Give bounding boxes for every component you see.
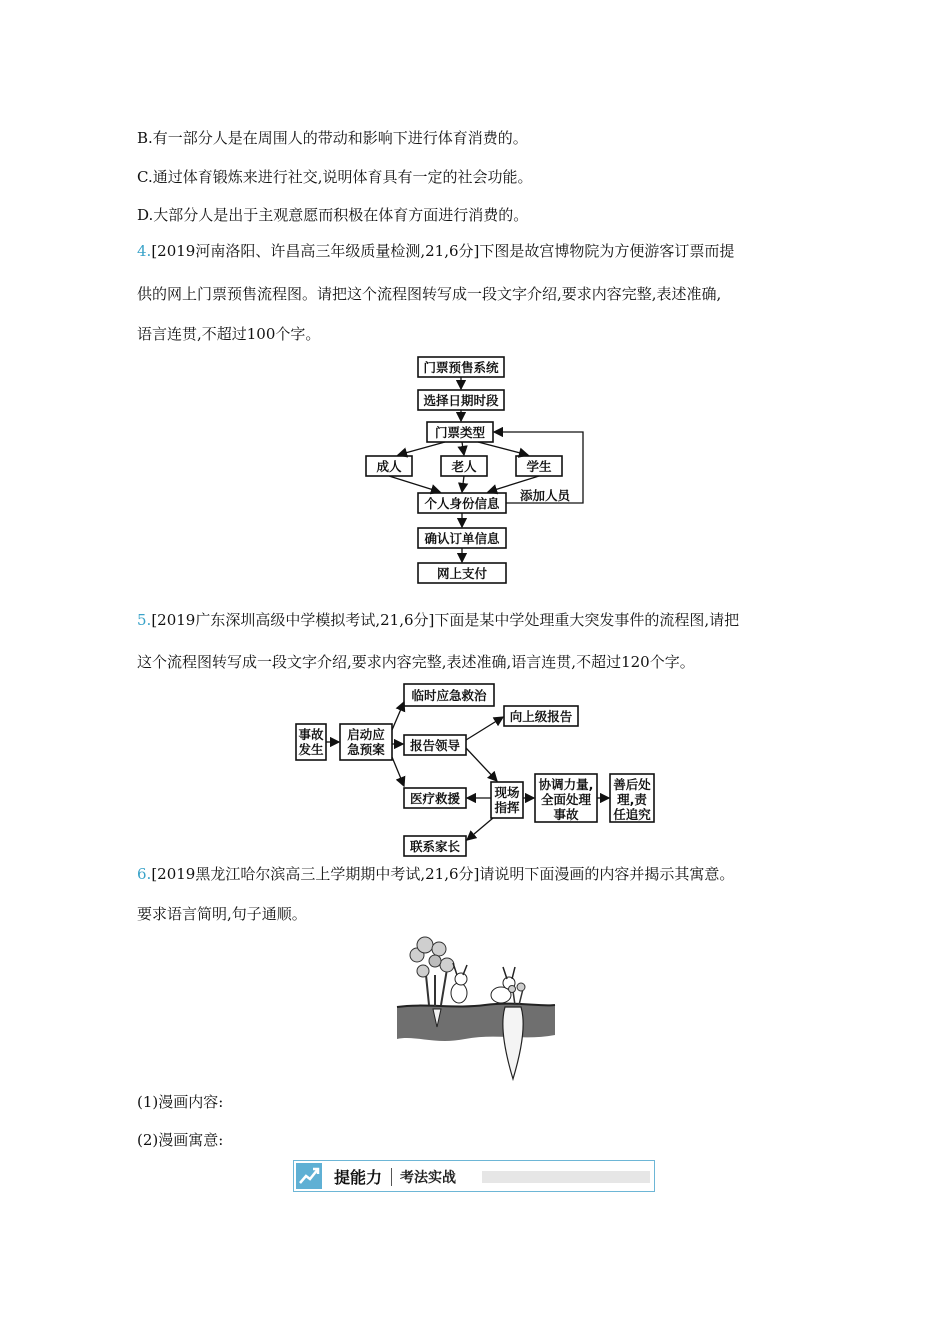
box-family bbox=[404, 836, 466, 856]
option-b: B.有一部分人是在周围人的带动和影响下进行体育消费的。 bbox=[137, 129, 528, 147]
svg-text:协调力量,: 协调力量, bbox=[538, 777, 594, 792]
question-5-number: 5. bbox=[137, 611, 152, 629]
box-scene bbox=[491, 782, 523, 818]
svg-text:联系家长: 联系家长 bbox=[409, 839, 461, 854]
question-4-line-2: 供的网上门票预售流程图。请把这个流程图转写成一段文字介绍,要求内容完整,表述准确, bbox=[137, 285, 722, 303]
chart-up-icon bbox=[296, 1163, 322, 1189]
svg-text:全面处理: 全面处理 bbox=[540, 792, 592, 807]
svg-text:网上支付: 网上支付 bbox=[436, 566, 488, 581]
svg-text:事故: 事故 bbox=[298, 727, 324, 742]
svg-text:门票预售系统: 门票预售系统 bbox=[423, 360, 499, 375]
box-rescue bbox=[404, 684, 494, 706]
svg-text:事故: 事故 bbox=[553, 807, 579, 822]
question-4-line-3: 语言连贯,不超过100个字。 bbox=[137, 325, 321, 343]
svg-text:门票类型: 门票类型 bbox=[434, 425, 486, 440]
question-5-line-2: 这个流程图转写成一段文字介绍,要求内容完整,表述准确,语言连贯,不超过120个字。 bbox=[137, 653, 695, 671]
svg-text:指挥: 指挥 bbox=[494, 800, 520, 815]
svg-text:善后处: 善后处 bbox=[613, 777, 651, 792]
sub-question-2: (2)漫画寓意: bbox=[137, 1131, 224, 1149]
banner-bar bbox=[482, 1171, 650, 1183]
banner-divider bbox=[391, 1168, 392, 1186]
svg-text:成人: 成人 bbox=[376, 459, 402, 474]
svg-text:理,责: 理,责 bbox=[617, 792, 647, 807]
box-report-leader bbox=[404, 735, 466, 755]
svg-text:学生: 学生 bbox=[526, 459, 552, 474]
box-coord bbox=[535, 774, 597, 822]
svg-text:选择日期时段: 选择日期时段 bbox=[423, 393, 499, 408]
section-banner bbox=[293, 1160, 655, 1192]
svg-text:启动应: 启动应 bbox=[347, 727, 385, 742]
question-4-number: 4. bbox=[137, 242, 152, 260]
option-d: D.大部分人是出于主观意愿而积极在体育方面进行消费的。 bbox=[137, 206, 529, 224]
box-report-up bbox=[504, 706, 578, 726]
banner-subtitle: 考法实战 bbox=[400, 1170, 456, 1186]
box-after bbox=[610, 774, 654, 822]
svg-text:医疗救援: 医疗救援 bbox=[409, 791, 461, 806]
label-add: 添加人员 bbox=[520, 488, 571, 503]
svg-text:临时应急救治: 临时应急救治 bbox=[411, 688, 487, 703]
svg-text:老人: 老人 bbox=[451, 459, 477, 474]
svg-text:个人身份信息: 个人身份信息 bbox=[424, 496, 500, 511]
question-6-line-2: 要求语言简明,句子通顺。 bbox=[137, 905, 307, 923]
question-5-line-1: 5.[2019广东深圳高级中学模拟考试,21,6分]下面是某中学处理重大突发事件的流程图,请把 bbox=[137, 611, 740, 629]
svg-text:确认订单信息: 确认订单信息 bbox=[424, 531, 500, 546]
svg-text:现场: 现场 bbox=[494, 785, 520, 800]
banner-title: 提能力 bbox=[334, 1168, 383, 1187]
svg-text:报告领导: 报告领导 bbox=[409, 738, 461, 753]
svg-text:发生: 发生 bbox=[298, 742, 324, 757]
sub-question-1: (1)漫画内容: bbox=[137, 1093, 224, 1111]
box-accident bbox=[296, 724, 326, 760]
svg-text:急预案: 急预案 bbox=[347, 742, 385, 757]
box-medical bbox=[404, 788, 466, 808]
option-c: C.通过体育锻炼来进行社交,说明体育具有一定的社会功能。 bbox=[137, 168, 533, 186]
question-4-line-1: 4.[2019河南洛阳、许昌高三年级质量检测,21,6分]下图是故宫博物院为方便游客订票而提 bbox=[137, 242, 735, 260]
cartoon-illustration bbox=[395, 935, 557, 1083]
svg-text:任追究: 任追究 bbox=[613, 807, 651, 822]
question-6-number: 6. bbox=[137, 865, 152, 883]
question-6-line-1: 6.[2019黑龙江哈尔滨高三上学期期中考试,21,6分]请说明下面漫画的内容并揭示其寓意。 bbox=[137, 865, 735, 883]
svg-text:向上级报告: 向上级报告 bbox=[509, 709, 573, 724]
box-plan bbox=[340, 724, 392, 760]
